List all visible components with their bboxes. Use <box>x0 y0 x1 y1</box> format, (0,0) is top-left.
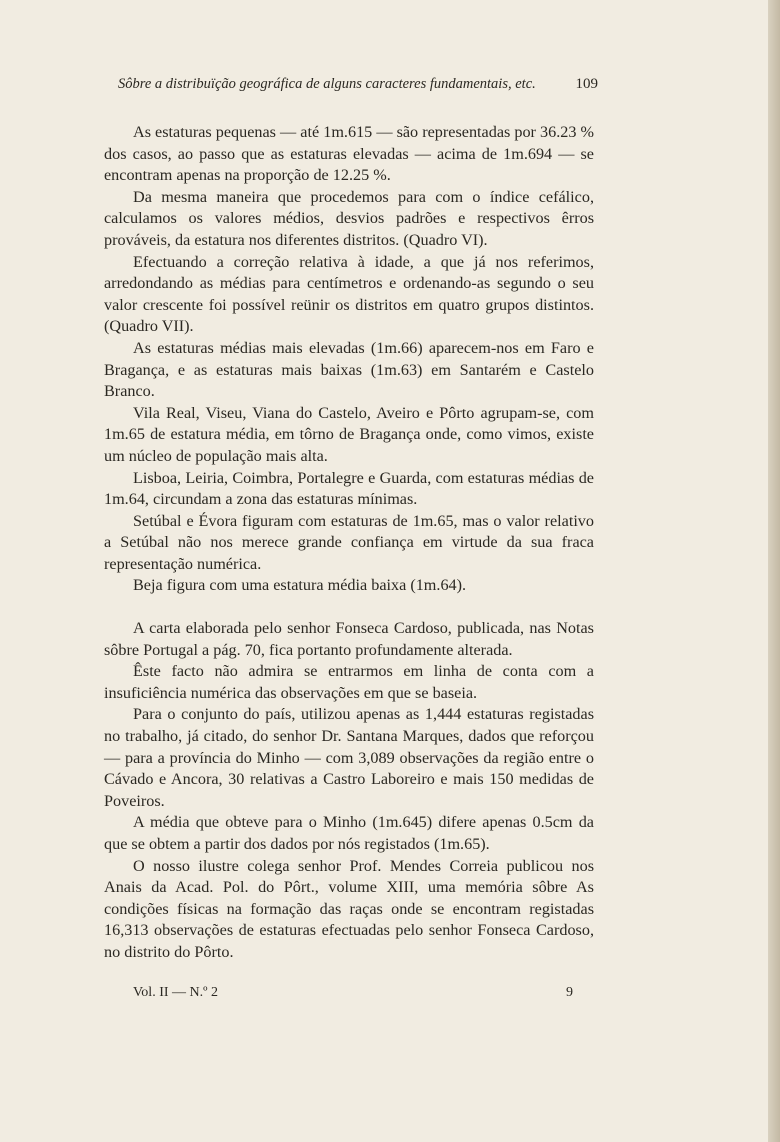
signature-mark: 9 <box>566 985 573 1000</box>
paragraph: A média que obteve para o Minho (1m.645) difere apenas 0.5cm da que se obtem a partir dos dados por nós registados (1m.65). <box>104 813 594 853</box>
page-edge <box>768 0 780 1142</box>
paragraph: Beja figura com uma estatura média baixa (1m.64). <box>133 576 467 595</box>
paragraph: Setúbal e Évora figuram com estaturas de 1m.65, mas o valor relativo a Setúbal não nos merece grande confiança em virtude da sua fraca representação numérica. <box>104 511 594 573</box>
body-text <box>104 122 594 964</box>
paragraph: Lisboa, Leiria, Coimbra, Portalegre e Guarda, com estaturas médias de 1m.64, circundam a zona das estaturas mínimas. <box>104 468 594 509</box>
paragraph: Êste facto não admira se entrarmos em linha de conta com a insuficiência numérica das observações em que se baseia. <box>104 662 594 702</box>
paragraph: Efectuando a correção relativa à idade, a que já nos referimos, arredondando as médias para centímetros e ordenando-as segundo o seu valor crescente foi possível reünir os distritos em quatro grupos distintos. (Quadro VII). <box>104 252 594 336</box>
paragraph: O nosso ilustre colega senhor Prof. Mendes Correia publicou nos Anais da Acad. Pol. do Pôrt., volume XIII, uma memória sôbre As condições físicas na formação das raças onde se encontram registadas 16,313 observações de estaturas efectuadas pelo senhor Fonseca Cardoso, no distrito do Pôrto. <box>104 856 594 961</box>
paragraph: Para o conjunto do país, utilizou apenas as 1,444 estaturas registadas no trabalho, já citado, do senhor Dr. Santana Marques, dados que reforçou — para a província do Minho — com 3,089 observações da região entre o Cávado e Ancora, 30 relativas a Castro Laboreiro e mais 150 medidas de Poveiros. <box>104 705 594 810</box>
page-number: 109 <box>575 76 598 92</box>
page-footer <box>133 985 573 1001</box>
paragraph: Vila Real, Viseu, Viana do Castelo, Aveiro e Pôrto agrupam-se, com 1m.65 de estatura média, em tôrno de Bragança onde, como vimos, existe um núcleo de população mais alta. <box>104 403 594 465</box>
paragraph: As estaturas pequenas — até 1m.615 — são representadas por 36.23 % dos casos, ao passo que as estaturas elevadas — acima de 1m.694 — se encontram apenas na proporção de 12.25 %. <box>104 123 594 185</box>
paragraph: Da mesma maneira que procedemos para com o índice cefálico, calculamos os valores médios, desvios padrões e respectivos êrros prováveis, da estatura nos diferentes distritos. (Quadro VI). <box>104 187 594 249</box>
paragraph: A carta elaborada pelo senhor Fonseca Cardoso, publicada, nas Notas sôbre Portugal a pág. 70, fica portanto profundamente alterada. <box>104 619 594 659</box>
running-head-title: Sôbre a distribuïção geográfica de alguns caracteres fundamentais, etc. <box>118 76 536 92</box>
volume-line: Vol. II — N.º 2 <box>133 985 218 1000</box>
paragraph: As estaturas médias mais elevadas (1m.66) aparecem-nos em Faro e Bragança, e as estaturas mais baixas (1m.63) em Santarém e Castelo Branco. <box>104 338 594 401</box>
running-head <box>118 76 598 93</box>
